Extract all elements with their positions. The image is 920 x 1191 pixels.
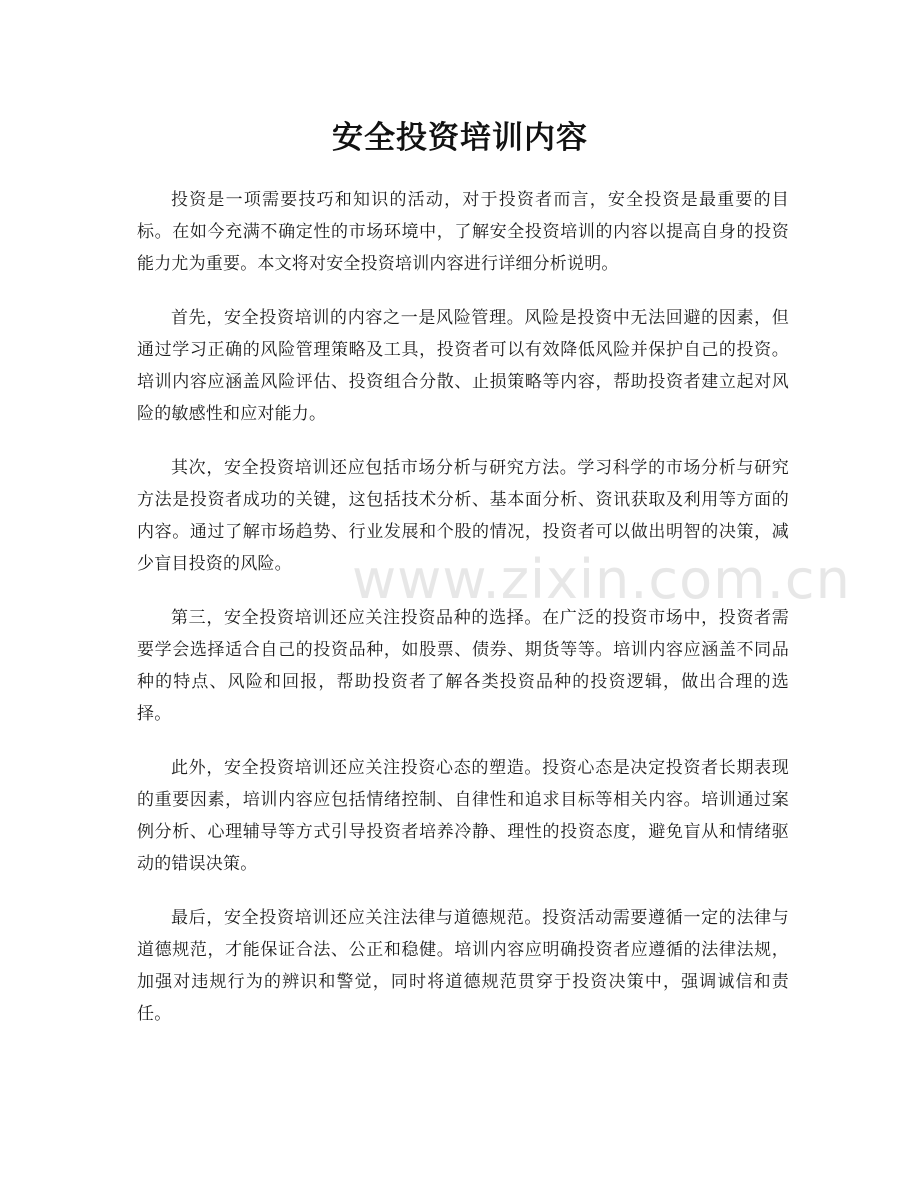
- document-body: [137, 184, 789, 1052]
- paragraph-risk-management: 首先，安全投资培训的内容之一是风险管理。风险是投资中无法回避的因素，但通过学习正确的风险管理策略及工具，投资者可以有效降低风险并保护自己的投资。培训内容应涵盖风险评估、投资组合分散、止损策略等内容，帮助投资者建立起对风险的敏感性和应对能力。: [137, 308, 789, 424]
- watermark: www.zixin.com.cn: [352, 548, 851, 611]
- paragraph-market-analysis: 其次，安全投资培训还应包括市场分析与研究方法。学习科学的市场分析与研究方法是投资者成功的关键，这包括技术分析、基本面分析、资讯获取及利用等方面的内容。通过了解市场趋势、行业发展和个股的情况，投资者可以做出明智的决策，减少盲目投资的风险。: [137, 458, 789, 574]
- document-title: 安全投资培训内容: [332, 120, 588, 156]
- paragraph-investment-mindset: 此外，安全投资培训还应关注投资心态的塑造。投资心态是决定投资者长期表现的重要因素，培训内容应包括情绪控制、自律性和追求目标等相关内容。培训通过案例分析、心理辅导等方式引导投资者培养冷静、理性的投资态度，避免盲从和情绪驱动的错误决策。: [137, 758, 789, 874]
- paragraph-intro: 投资是一项需要技巧和知识的活动，对于投资者而言，安全投资是最重要的目标。在如今充满不确定性的市场环境中，了解安全投资培训的内容以提高自身的投资能力尤为重要。本文将对安全投资培训内容进行详细分析说明。: [137, 190, 789, 274]
- paragraph-investment-selection: 第三，安全投资培训还应关注投资品种的选择。在广泛的投资市场中，投资者需要学会选择适合自己的投资品种，如股票、债券、期货等等。培训内容应涵盖不同品种的特点、风险和回报，帮助投资者了解各类投资品种的投资逻辑，做出合理的选择。: [137, 608, 789, 724]
- paragraph-law-ethics: 最后，安全投资培训还应关注法律与道德规范。投资活动需要遵循一定的法律与道德规范，才能保证合法、公正和稳健。培训内容应明确投资者应遵循的法律法规，加强对违规行为的辨识和警觉，同时将道德规范贯穿于投资决策中，强调诚信和责任。: [137, 908, 789, 1024]
